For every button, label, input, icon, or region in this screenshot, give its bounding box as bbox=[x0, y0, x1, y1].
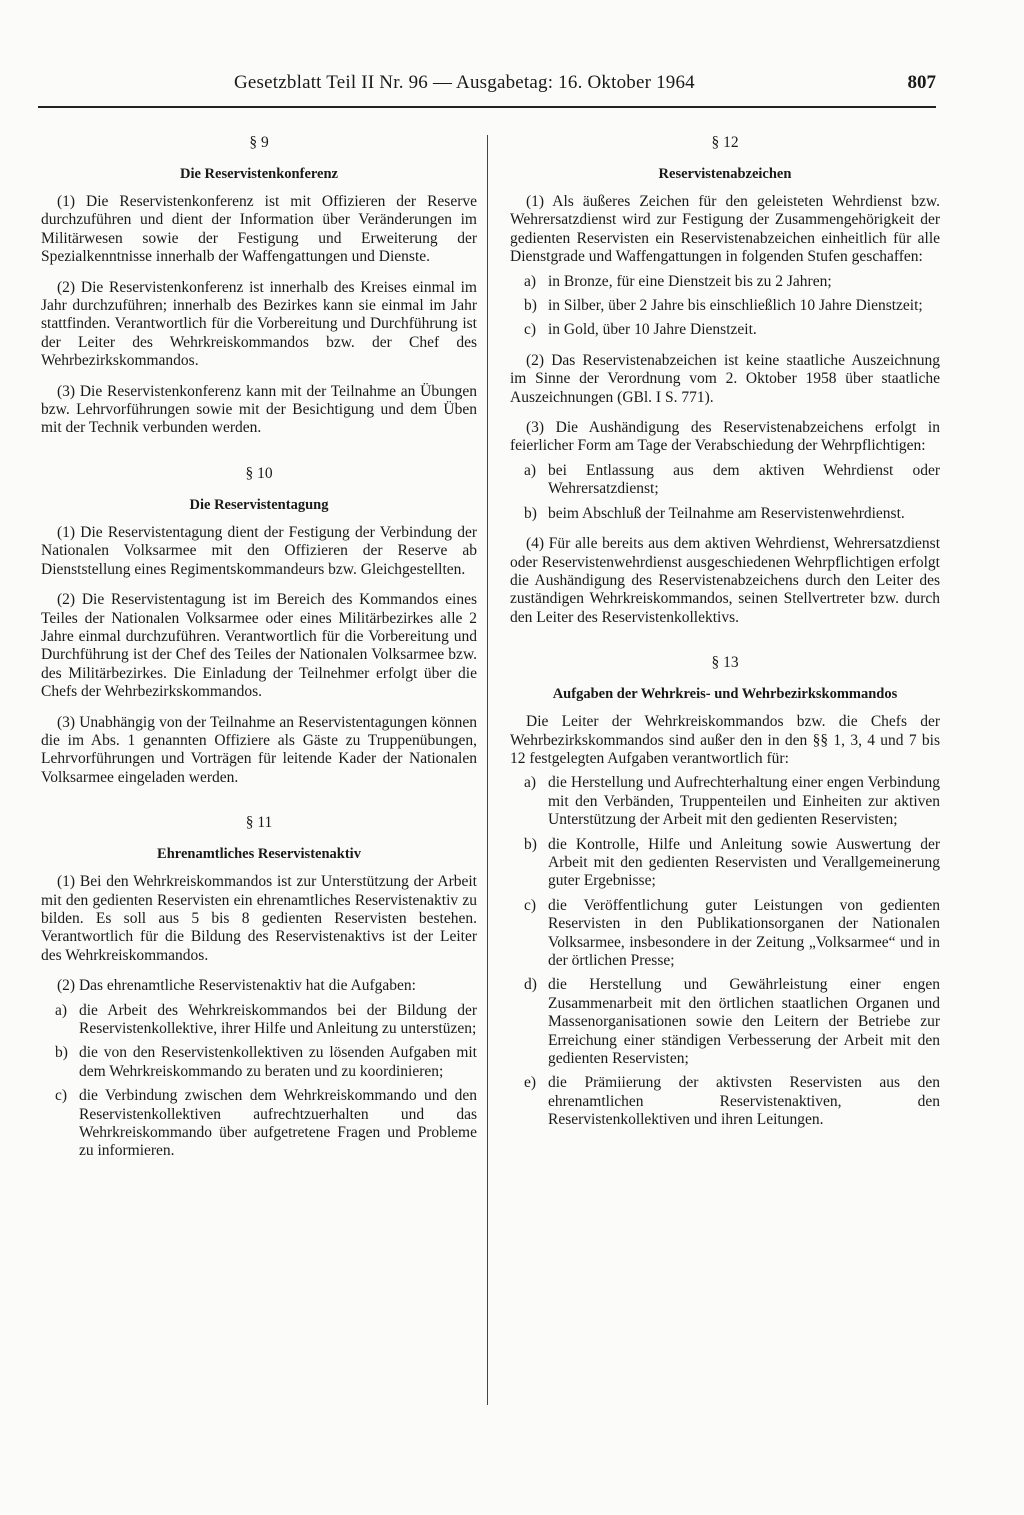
list-item bbox=[524, 1074, 940, 1129]
section-12-paragraph-1: (1) Als äußeres Zeichen für den geleisteten Wehrdienst bzw. Wehrersatzdienst wird zur Festigung der Zusammengehörigkeit der gedienten Reservisten ein Reservistenabzeichen einheitlich für alle Dienstgrade und Waffengattungen in folgenden Stufen geschaffen: bbox=[510, 193, 940, 266]
section-10-paragraph-1: (1) Die Reservistentagung dient der Festigung der Verbindung der Nationalen Volksarmee mit den Offizieren der Reserve ab Dienststellung eines Regimentskommandeurs bzw. Gleichgestellten. bbox=[41, 523, 477, 578]
header-title: Gesetzblatt Teil II Nr. 96 — Ausgabetag: 16. Oktober 1964 bbox=[234, 72, 695, 93]
column-divider bbox=[487, 135, 488, 1405]
list-item-label: c) bbox=[55, 1087, 68, 1105]
list-item bbox=[55, 1044, 477, 1081]
left-column bbox=[41, 133, 477, 1161]
list-item-text: die Prämiierung der aktivsten Reservisten aus den ehrenamtlichen Reservistenaktiven, den Reservistenkollektiven und ihren Leitungen. bbox=[548, 1074, 940, 1129]
section-10-paragraph-2: (2) Die Reservistentagung ist im Bereich des Kommandos eines Teiles der Nationalen Volksarmee oder eines Militärbezirkes alle 2 Jahre einmal durchzuführen. Verantwortlich für die Vorbereitung und Durchführung ist der Chef des Teiles der Nationalen Volksarmee bzw. des Militärbezirkes. Die Einladung der Teilnehmer erfolgt über die Chefs der Wehrbezirkskommandos. bbox=[41, 591, 477, 701]
section-12-title: Reservistenabzeichen bbox=[658, 166, 792, 182]
section-9-number: § 9 bbox=[249, 134, 269, 151]
list-item bbox=[524, 897, 940, 971]
list-item bbox=[524, 297, 940, 315]
list-item-text: die Kontrolle, Hilfe und Anleitung sowie Auswertung der Arbeit mit den gedienten Reservisten und Verallgemeinerung guter Ergebnisse; bbox=[548, 835, 940, 890]
section-10-paragraph-3: (3) Unabhängig von der Teilnahme an Reservistentagungen können die im Abs. 1 genannten Offiziere als Gäste zu Truppenübungen, Lehrvorführungen und Vorträgen für leitende Kader der Nationalen Volksarmee eingeladen werden. bbox=[41, 713, 477, 786]
list-item-label: c) bbox=[524, 321, 537, 339]
section-13-title: Aufgaben der Wehrkreis- und Wehrbezirkskommandos bbox=[552, 686, 898, 703]
list-item-text: beim Abschluß der Teilnahme am Reservistenwehrdienst. bbox=[548, 504, 905, 522]
list-item-text: in Bronze, für eine Dienstzeit bis zu 2 Jahren; bbox=[548, 272, 832, 290]
list-item bbox=[524, 462, 940, 499]
list-item-label: c) bbox=[524, 896, 537, 914]
section-12-number: § 12 bbox=[711, 134, 739, 151]
list-item-label: d) bbox=[524, 976, 537, 994]
section-11-number: § 11 bbox=[245, 814, 273, 832]
section-10-number: § 10 bbox=[245, 464, 273, 482]
list-item-label: a) bbox=[524, 461, 537, 479]
list-item-label: e) bbox=[524, 1074, 537, 1092]
section-12-paragraph-4: (4) Für alle bereits aus dem aktiven Wehrdienst, Wehrersatzdienst oder Reservistenwehrdienst ausgeschiedenen Wehrpflichtigen erfolgt die Aushändigung des Reservistenabzeichens durch den Leiter des zuständigen Wehrkreiskommandos, seinen Stellvertreter bzw. durch den Leiter des Reservistenkollektivs. bbox=[510, 535, 940, 626]
list-item-label: b) bbox=[524, 835, 537, 853]
list-item bbox=[55, 1087, 477, 1161]
header-rule bbox=[38, 106, 936, 108]
section-13-number: § 13 bbox=[711, 654, 739, 672]
list-item-text: die Herstellung und Aufrechterhaltung einer engen Verbindung mit den Verbänden, Truppenteilen und Einheiten zur aktiven Unterstützung der Arbeit mit den gedienten Reservisten; bbox=[548, 774, 940, 829]
list-item-text: die Veröffentlichung guter Leistungen von gedienten Reservisten in den Publikationsorganen der Nationalen Volksarmee, insbesondere in der Zeitung „Volksarmee“ und in der örtlichen Presse; bbox=[548, 896, 940, 969]
list-item-text: die Herstellung und Gewährleistung einer engen Zusammenarbeit mit den örtlichen staatlichen Organen und Massenorganisationen sowie den Leitern der Betriebe zur Erreichung einer ständigen Verbesserung der Arbeit mit den gedienten Reservisten; bbox=[548, 976, 940, 1068]
list-item-label: b) bbox=[524, 297, 537, 315]
section-11-title: Ehrenamtliches Reservistenaktiv bbox=[157, 846, 361, 863]
right-column bbox=[510, 133, 940, 1130]
list-item-text: die Arbeit des Wehrkreiskommandos bei der Bildung der Reservistenkollektive, ihrer Hilfe und Anleitung zu unterstüzen; bbox=[79, 1001, 477, 1037]
section-9-paragraph-2: (2) Die Reservistenkonferenz ist innerhalb des Kreises einmal im Jahr durchzuführen; innerhalb des Bezirkes kann sie einmal im Jahr stattfinden. Verantwortlich für die Vorbereitung und Durchführung ist der Leiter des Wehrkreiskommandos bzw. der Chef des Wehrbezirkskommandos. bbox=[41, 278, 477, 370]
list-item-text: die von den Reservistenkollektiven zu lösenden Aufgaben mit dem Wehrkreiskommando zu beraten und zu koordinieren; bbox=[79, 1044, 477, 1080]
section-9-paragraph-1: (1) Die Reservistenkonferenz ist mit Offizieren der Reserve durchzuführen und dient der Information über Veränderungen im Militärwesen sowie der Festigung und Erweiterung der Spezialkenntnisse innerhalb der Waffengattungen und Dienste. bbox=[41, 193, 477, 266]
list-item-label: a) bbox=[55, 1001, 68, 1019]
list-item bbox=[524, 321, 940, 339]
list-item bbox=[524, 273, 940, 291]
list-item bbox=[524, 836, 940, 891]
list-item-label: a) bbox=[524, 774, 537, 792]
page-number: 807 bbox=[907, 72, 936, 93]
list-item-text: in Silber, über 2 Jahre bis einschließlich 10 Jahre Dienstzeit; bbox=[548, 297, 923, 315]
section-11-paragraph-2: (2) Das ehrenamtliche Reservistenaktiv hat die Aufgaben: bbox=[57, 977, 416, 995]
list-item-label: b) bbox=[524, 504, 537, 522]
section-13-paragraph-1: Die Leiter der Wehrkreiskommandos bzw. die Chefs der Wehrbezirkskommandos sind außer den in den §§ 1, 3, 4 und 7 bis 12 festgelegten Aufgaben verantwortlich für: bbox=[510, 713, 940, 767]
list-item bbox=[524, 505, 940, 523]
section-9-paragraph-3: (3) Die Reservistenkonferenz kann mit der Teilnahme an Übungen bzw. Lehrvorführungen sowie mit der Besichtigung und dem Üben mit der Technik verbunden werden. bbox=[41, 382, 477, 437]
list-item-text: bei Entlassung aus dem aktiven Wehrdienst oder Wehrersatzdienst; bbox=[548, 461, 940, 498]
section-10-title: Die Reservistentagung bbox=[189, 496, 329, 513]
page-header bbox=[38, 72, 936, 102]
list-item-label: b) bbox=[55, 1044, 68, 1062]
list-item bbox=[524, 774, 940, 829]
list-item bbox=[524, 976, 940, 1068]
section-11-paragraph-1: (1) Bei den Wehrkreiskommandos ist zur Unterstützung der Arbeit mit den gedienten Reservisten ein ehrenamtliches Reservistenaktiv zu bilden. Es soll aus 5 bis 8 gedienten Reservisten bestehen. Verantwortlich für die Bildung des Reservistenaktivs ist der Leiter des Wehrkreiskommandos. bbox=[41, 873, 477, 964]
list-item-label: a) bbox=[524, 272, 537, 290]
section-9-title: Die Reservistenkonferenz bbox=[180, 166, 338, 182]
list-item-text: die Verbindung zwischen dem Wehrkreiskommando und den Reservistenkollektiven aufrechtzuerhalten und das Wehrkreiskommando über aufgetretene Fragen und Probleme zu informieren. bbox=[79, 1087, 477, 1160]
list-item-text: in Gold, über 10 Jahre Dienstzeit. bbox=[548, 321, 757, 339]
section-12-paragraph-2: (2) Das Reservistenabzeichen ist keine staatliche Auszeichnung im Sinne der Verordnung vom 2. Oktober 1958 über staatliche Auszeichnungen (GBl. I S. 771). bbox=[510, 351, 940, 406]
list-item bbox=[55, 1002, 477, 1039]
section-12-paragraph-3: (3) Die Aushändigung des Reservistenabzeichens erfolgt in feierlicher Form am Tage der Verabschiedung der Wehrpflichtigen: bbox=[510, 419, 940, 455]
